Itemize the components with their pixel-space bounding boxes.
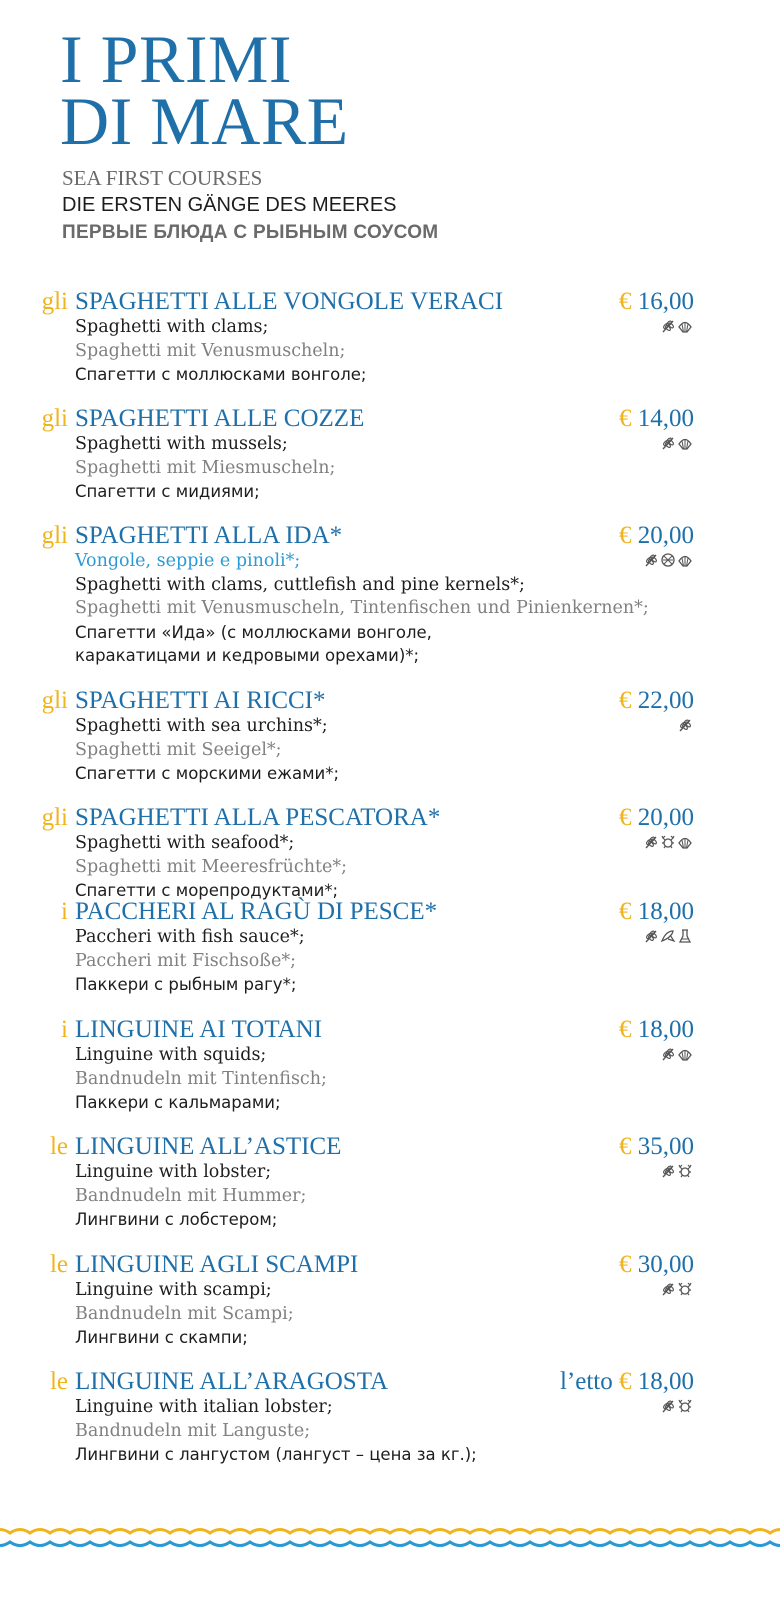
currency-symbol: € xyxy=(619,687,632,714)
item-name: LINGUINE ALL’ASTICE xyxy=(75,1133,342,1160)
item-name: SPAGHETTI ALLA IDA* xyxy=(75,522,343,549)
price-value: 18,00 xyxy=(637,898,694,925)
currency-symbol: € xyxy=(619,1133,632,1160)
wheat-icon xyxy=(660,1163,676,1179)
crustacean-icon xyxy=(660,834,676,850)
shell-icon xyxy=(677,1046,693,1062)
allergen-icons xyxy=(660,1281,693,1297)
item-description xyxy=(75,550,649,668)
description-en: Spaghetti with mussels; xyxy=(75,434,288,454)
description-de: Spaghetti mit Meeresfrüchte*; xyxy=(75,856,348,877)
item-article: le xyxy=(49,1368,68,1395)
item-price xyxy=(619,804,694,832)
allergen-icons xyxy=(660,1163,693,1179)
currency-symbol: € xyxy=(619,898,632,925)
fish-icon xyxy=(660,928,676,944)
currency-symbol: € xyxy=(619,1368,632,1395)
allergen-icons xyxy=(660,1398,693,1414)
shell-icon xyxy=(677,318,693,334)
allergen-icons xyxy=(677,717,693,733)
item-price xyxy=(560,1368,694,1396)
description-de: Spaghetti mit Seeigel*; xyxy=(75,739,282,760)
description-ru: Паккери с кальмарами; xyxy=(75,1093,281,1112)
description-en: Spaghetti with clams; xyxy=(75,317,269,337)
shell-icon xyxy=(677,435,693,451)
item-article: le xyxy=(49,1251,68,1278)
allergen-icons xyxy=(643,928,693,944)
wheat-icon xyxy=(643,928,659,944)
item-description xyxy=(75,1279,294,1350)
item-article: gli xyxy=(41,687,68,714)
item-price xyxy=(619,522,694,550)
wheat-icon xyxy=(660,1281,676,1297)
item-price xyxy=(619,1133,694,1161)
price-value: 18,00 xyxy=(637,1016,694,1043)
description-ru: Спагетти с морскими ежами*; xyxy=(75,764,340,783)
item-description xyxy=(75,433,335,504)
celery-icon xyxy=(677,928,693,944)
allergen-icons xyxy=(643,834,693,850)
wave-border xyxy=(0,1524,780,1552)
item-description xyxy=(75,715,339,786)
description-en: Spaghetti with clams, cuttlefish and pine kernels*; xyxy=(75,574,525,595)
description-en: Linguine with italian lobster; xyxy=(75,1397,333,1417)
item-article: le xyxy=(49,1133,68,1160)
item-price xyxy=(619,405,694,433)
description-ru: Лингвини с лангустом (лангуст – цена за кг.); xyxy=(75,1445,477,1464)
wheat-icon xyxy=(643,834,659,850)
description-de: Bandnudeln mit Hummer; xyxy=(75,1185,307,1206)
item-price xyxy=(619,1016,694,1044)
wheat-icon xyxy=(660,318,676,334)
subtitle-de: DIE ERSTEN GÄNGE DES MEERES xyxy=(62,194,397,216)
price-value: 22,00 xyxy=(637,687,694,714)
price-value: 20,00 xyxy=(637,522,694,549)
item-name: SPAGHETTI ALLA PESCATORA* xyxy=(75,804,441,831)
description-de: Bandnudeln mit Scampi; xyxy=(75,1303,294,1324)
crustacean-icon xyxy=(677,1163,693,1179)
item-name: PACCHERI AL RAGÙ DI PESCE* xyxy=(75,898,438,925)
item-article: i xyxy=(61,898,68,925)
description-de: Spaghetti mit Venusmuscheln; xyxy=(75,340,346,361)
item-article: gli xyxy=(41,804,68,831)
description-it: Vongole, seppie e pinoli*; xyxy=(75,551,301,571)
item-price xyxy=(619,898,694,926)
wheat-icon xyxy=(677,717,693,733)
subtitle-en: SEA FIRST COURSES xyxy=(62,166,263,190)
description-ru: Спагетти с мидиями; xyxy=(75,482,260,501)
item-name: LINGUINE AGLI SCAMPI xyxy=(75,1251,359,1278)
description-ru: Лингвини с скампи; xyxy=(75,1328,248,1347)
wheat-icon xyxy=(660,1398,676,1414)
currency-symbol: € xyxy=(619,288,632,315)
price-value: 35,00 xyxy=(637,1133,694,1160)
allergen-icons xyxy=(660,435,693,451)
item-article: i xyxy=(61,1016,68,1043)
description-de: Bandnudeln mit Tintenfisch; xyxy=(75,1068,327,1089)
item-name: SPAGHETTI ALLE VONGOLE VERACI xyxy=(75,288,504,315)
item-price xyxy=(619,687,694,715)
price-value: 30,00 xyxy=(637,1251,694,1278)
description-en: Spaghetti with sea urchins*; xyxy=(75,716,328,736)
crustacean-icon xyxy=(677,1281,693,1297)
item-price xyxy=(619,1251,694,1279)
item-price xyxy=(619,288,694,316)
description-ru: Спагетти с моллюсками вонголе; xyxy=(75,365,367,384)
item-article: gli xyxy=(41,288,68,315)
description-ru: Спагетти «Ида» (с моллюсками вонголе, xyxy=(75,622,432,642)
price-unit: l’etto xyxy=(559,1368,613,1395)
item-name: SPAGHETTI AI RICCI* xyxy=(75,687,326,714)
description-de: Spaghetti mit Miesmuscheln; xyxy=(75,457,336,478)
description-de: Spaghetti mit Venusmuscheln, Tintenfischen und Pinienkernen*; xyxy=(75,598,649,618)
price-value: 20,00 xyxy=(637,804,694,831)
allergen-icons xyxy=(660,318,693,334)
page-title xyxy=(60,21,349,159)
nut-icon xyxy=(660,552,676,568)
price-value: 14,00 xyxy=(637,405,694,432)
currency-symbol: € xyxy=(619,405,632,432)
currency-symbol: € xyxy=(619,1251,632,1278)
description-de: Paccheri mit Fischsoße*; xyxy=(75,950,296,971)
crustacean-icon xyxy=(677,1398,693,1414)
item-article: gli xyxy=(41,522,68,549)
currency-symbol: € xyxy=(619,804,632,831)
subtitle-ru: ПЕРВЫЕ БЛЮДА С РЫБНЫМ СОУСОМ xyxy=(62,222,439,243)
description-ru: Лингвини с лобстером; xyxy=(75,1210,278,1229)
shell-icon xyxy=(677,834,693,850)
item-name: LINGUINE AI TOTANI xyxy=(75,1016,323,1043)
description-de: Bandnudeln mit Languste; xyxy=(75,1420,311,1441)
item-description xyxy=(75,832,347,903)
description-en: Linguine with lobster; xyxy=(75,1162,272,1182)
description-en: Paccheri with fish sauce*; xyxy=(75,927,305,947)
description-ru: Спагетти с морепродуктами*; xyxy=(75,881,339,900)
description-en: Spaghetti with seafood*; xyxy=(75,833,295,853)
description-en: Linguine with scampi; xyxy=(75,1280,272,1300)
price-value: 16,00 xyxy=(637,288,694,315)
wheat-icon xyxy=(660,435,676,451)
title-line-1: I PRIMI xyxy=(60,21,293,97)
item-name: SPAGHETTI ALLE COZZE xyxy=(75,405,365,432)
item-article: gli xyxy=(41,405,68,432)
description-en: Linguine with squids; xyxy=(75,1045,267,1065)
currency-symbol: € xyxy=(619,1016,632,1043)
shell-icon xyxy=(677,552,693,568)
description-ru: Паккери с рыбным рагу*; xyxy=(75,975,297,994)
item-description xyxy=(75,926,305,997)
item-description xyxy=(75,1396,477,1467)
price-value: 18,00 xyxy=(637,1368,694,1395)
item-description xyxy=(75,316,366,387)
allergen-icons xyxy=(643,552,693,568)
currency-symbol: € xyxy=(619,522,632,549)
allergen-icons xyxy=(660,1046,693,1062)
item-description xyxy=(75,1161,306,1232)
item-name: LINGUINE ALL’ARAGOSTA xyxy=(75,1368,389,1395)
item-description xyxy=(75,1044,327,1115)
title-line-2: DI MARE xyxy=(60,83,349,159)
wheat-icon xyxy=(660,1046,676,1062)
description-ru: каракатицами и кедровыми орехами)*; xyxy=(75,646,420,665)
